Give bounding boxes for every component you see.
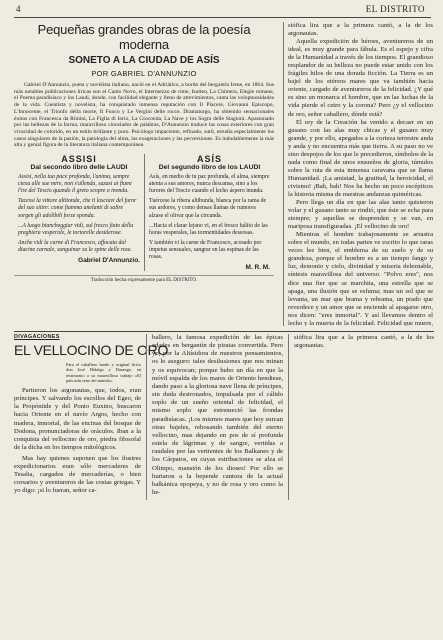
paragraph: El rey de la Creación ha venido a decaer en un gusano con las alas muy chicas y el gusano muy grande, y por ello, apegados a la corteza terrestre anda y anda y no encuentra más que tierra. A su paso no ve sino despojos de los que le precedieron, símbolos de la nada como final de unos ensueños de gloria, túmulos sobre la ruta de esta inmensa caravana que se llama Humanidad. ¡La amistad, la gratitud, la heroicidad, el civismo! ¡Bah, bah! Nos ha hecho un poco escépticos la historia misma de nuestras andanzas quiméricas. xyxy=(288,118,433,198)
sonnet-stanza: Tuércese la ribera altibunda, blanca por la rama de sus ardores, y como densas llamas de rumores alzase el olivar que la circunda. xyxy=(149,198,267,219)
sonnet-columns xyxy=(14,154,274,271)
paragraph: Aquella expedición de héroes, aventureros de un ideal, es muy grande para fábula. Es el espejo y cifra de la Humanidad a través de los tiempos. El grandioso resplandor de su belleza no puede estar unido con los frágiles hilos de una dorada ficción. La Tierra es un bajel de los etéreos mares que va también hacia oriente, cargado de aventureros de la felicidad. ¿Y qué es sino un monarca el hombre, que en las luchas de la vida pierde el cetro y la corona? Pero ¿y el vellocino de oro, señor caballero, dónde está? xyxy=(288,38,433,118)
sonnet-stanza: ...Hacia el clarar lejano vi, en el fresco hálito de las horas vesperales, las tormentidades deseosas. xyxy=(149,222,268,236)
sonnet-stanza: ...A luogo biancheggiar vidi, sul fresco fiato della preghiera vesperale, le tortorelle desiderose. xyxy=(18,222,134,236)
paragraph: Partieron los argonautas, que, todos, eran príncipes. Y salvando los escollos del Egeo, de la Propóntide y del Ponto Euxino, buscaron hacia Oriente en el navío Argos, hecho con madera, inmortal, de las encinas del bosque de Dodona, pronunciadoras de oráculos. Iban a la conquista del vellocino de oro, piedra filosofal de la dicha en los tiempos mitológicos. xyxy=(14,387,141,451)
sonnet-spanish-signature: M. R. M. xyxy=(245,264,270,272)
newspaper-name: EL DISTRITO xyxy=(365,4,425,14)
paragraph: siófica lira que a la primera cantó, a la de los argonautas. xyxy=(294,334,434,350)
sonnet-italian-title: ASSISI xyxy=(61,154,97,165)
sonnet-italian xyxy=(14,154,144,271)
paragraph: ballero, la famosa expedición de las épicas edades en bergantín de piratas convertida. Pero yo, por la Altísidora de nuestros pensamientos, os lo aseguro: tales desilusiones que nos minan y os equivocan; porque hubo un día en que la móvil espalda de los mares de Oriente hendiese, dando paso a la gloriosa nave llena de príncipes, sin duda destronados, impulsada por el cálido soplo de un sueño oriental de felicidad, el mismo soplo que estremeció las frondas paradisíacas. ¡Los mismos mares que hoy surcan otras bajeles, rebosando también del eterno vellocino, mas dejando en pos de sí profunda estela de lágrimas y de sangre, vertidas a raudales por las vertientes de los Balkanes y de los Cárpatos, en cuyas estribaciones se alza el Olimpo, mansión de los dioses! Por ello se hurtaron a la bepende cantora de la actual balkánica epopeya, y no de rosa y oro como la he- xyxy=(152,334,283,496)
article-column-3 xyxy=(288,334,434,500)
article-subtitle: SONETO A LA CIUDAD DE ASÍS xyxy=(68,55,220,66)
sonnet-spanish-title: ASÍS xyxy=(196,154,222,165)
article-title: Pequeñas grandes obras de la poesía moderna xyxy=(37,22,251,52)
sonnet-italian-source: Dal secondo libro delle LAUDI xyxy=(30,164,128,172)
sonnet-article xyxy=(14,22,274,326)
sonnet-stanza: Assisi, nella tua pace profonda, l'anima, sempre ciexa alle sue mire, non s'allenda, sazasi ai fiumi l'ire del Tescio quando il greto scopre o inonda. xyxy=(18,174,132,195)
sonnet-italian-signature: Gabriel D'Annunzio. xyxy=(78,256,140,264)
sonnet-stanza: Y también vi la carne de Francesco, acosado por ímpetus sensuales, sangrar en las espinas de las rosas. xyxy=(149,239,262,260)
translation-note: Traducción hecha expresamente para EL DISTRITO. xyxy=(14,275,274,283)
sonnet-spanish xyxy=(144,154,274,271)
article-column-2 xyxy=(146,334,288,500)
vellocino-article xyxy=(14,331,434,639)
article-column-1 xyxy=(14,334,169,500)
paragraph: Mientras el hombre trabajosamente se arrastra sobre el mundo, en todas partes ve escrito lo que raras veces lee bien, el emblema de su suelo y de su grandeza, porque el hombre es a un tiempo fango y luz, demonio y cielo, divinidad y miseria deleznable, síntesis maravillosa del universo. "Polvo eres", nos dice una fier que se marchita, una estrella que se apaga, una ilusión que se esfuma; mas un sol que se levanta, un mar que brama y rebrama, un prado que reverdece y un amor que se enciende al apagarse otro, nos dicen: "eres inmortal". Y así llevamos dentro el lecho y la muerta de la felicidad. Felicidad que muere, xyxy=(288,231,433,326)
vellocino-title: EL VELLOCINO DE ORO xyxy=(14,342,169,358)
page-header xyxy=(14,3,431,18)
article-intro: Gabriel D'Annunzio, poeta y novelista italiano, nació en el Adriático, a bordo del bergantín Irene, en 1864. Sus más notables publicaciones líricas son el Canto Novo, el Intermezzo de rime, Isotteo, La Chimera, Elegie romane, el Poema paradisiaco y los Laudi, donde, con facilidad elegante y lleno de atrevimientos, canta las voluptuosidades de la vida. Cuentista y novelista, ha conquistado inmensa reputación con Il Piacere, Giovanni Episcopo, L'Innocente, el Trionfo della morte, Il Fuoco y Le Vergini delle rocce. Dramaturgo, ha obtenido sensacionales éxitos con Francesca da Rimini, La Figlia di Iorio, La Gioconda, La Nave y los Sogni delle Stagioni. Apasionado por las bellezas de la forma, maravilloso cincelador de palabras, D'Annunzio traduce las cosas exteriores con gran vivacidad de colorido, en un estilo brillante y puro. Psicólogo impaciente, refinado, sutil, estudia especialmente los casos singulares de la pasión, la patología del alma, las exageraciones y las perversiones. Es indudablemente la más alta y genial figura de la literatura italiana contemporánea. xyxy=(14,82,274,149)
paragraph: Mas hay quienes suponen que los ilustres expedicionarios eran sólo mercaderes de Tesalia, cargados de mercaderías, o bien corsarios y aventureros de las costas griegas. Y yo digo: ¡si lo fueran, señor ca- xyxy=(14,454,141,495)
sonnet-stanza: Asís, en medio de tu paz profunda, el alma, siempre atenta a sus amores, nunca descansa, sino a los furores del Tescio cuando el lecho áspero inunda. xyxy=(149,174,270,195)
sonnet-spanish-source: Del segundo libro de los LAUDI xyxy=(158,164,261,172)
right-column xyxy=(283,22,433,326)
dedication-note: Para el caballero bardo y original lírico don José Hidalgo y Durango, en testimonio a su maravilloso trabajo «El país más reno del mundo». xyxy=(66,362,141,383)
article-columns xyxy=(14,334,434,500)
page-number: 4 xyxy=(16,4,21,14)
paragraph: Pero llega un día en que las alas tanto quisieron volar y el gusano tanto se rindió, que éste se echa para siempre; y aquellas se desprenden y se van, en mariposa transfiguradas. ¡El vellocino de oro! xyxy=(288,199,433,231)
article-byline: POR GABRIEL D'ANNUNZIO xyxy=(91,69,197,78)
sonnet-stanza: Tacessi la vittore altitonda, che ti lasciavi del furor del suo sitire: come fiamma anelanti di salire sorgen gli adolibili forze sponda. xyxy=(18,198,137,219)
paragraph: siófica lira que a la primera cantó, a la de los argonautas. xyxy=(288,22,433,38)
sonnet-stanza: Anche vidi la carne di Francesco, affocata dal diacine carnale, sanguinar su le spine delle rose. xyxy=(18,239,132,253)
section-label: DIVAGACIONES xyxy=(14,334,60,340)
